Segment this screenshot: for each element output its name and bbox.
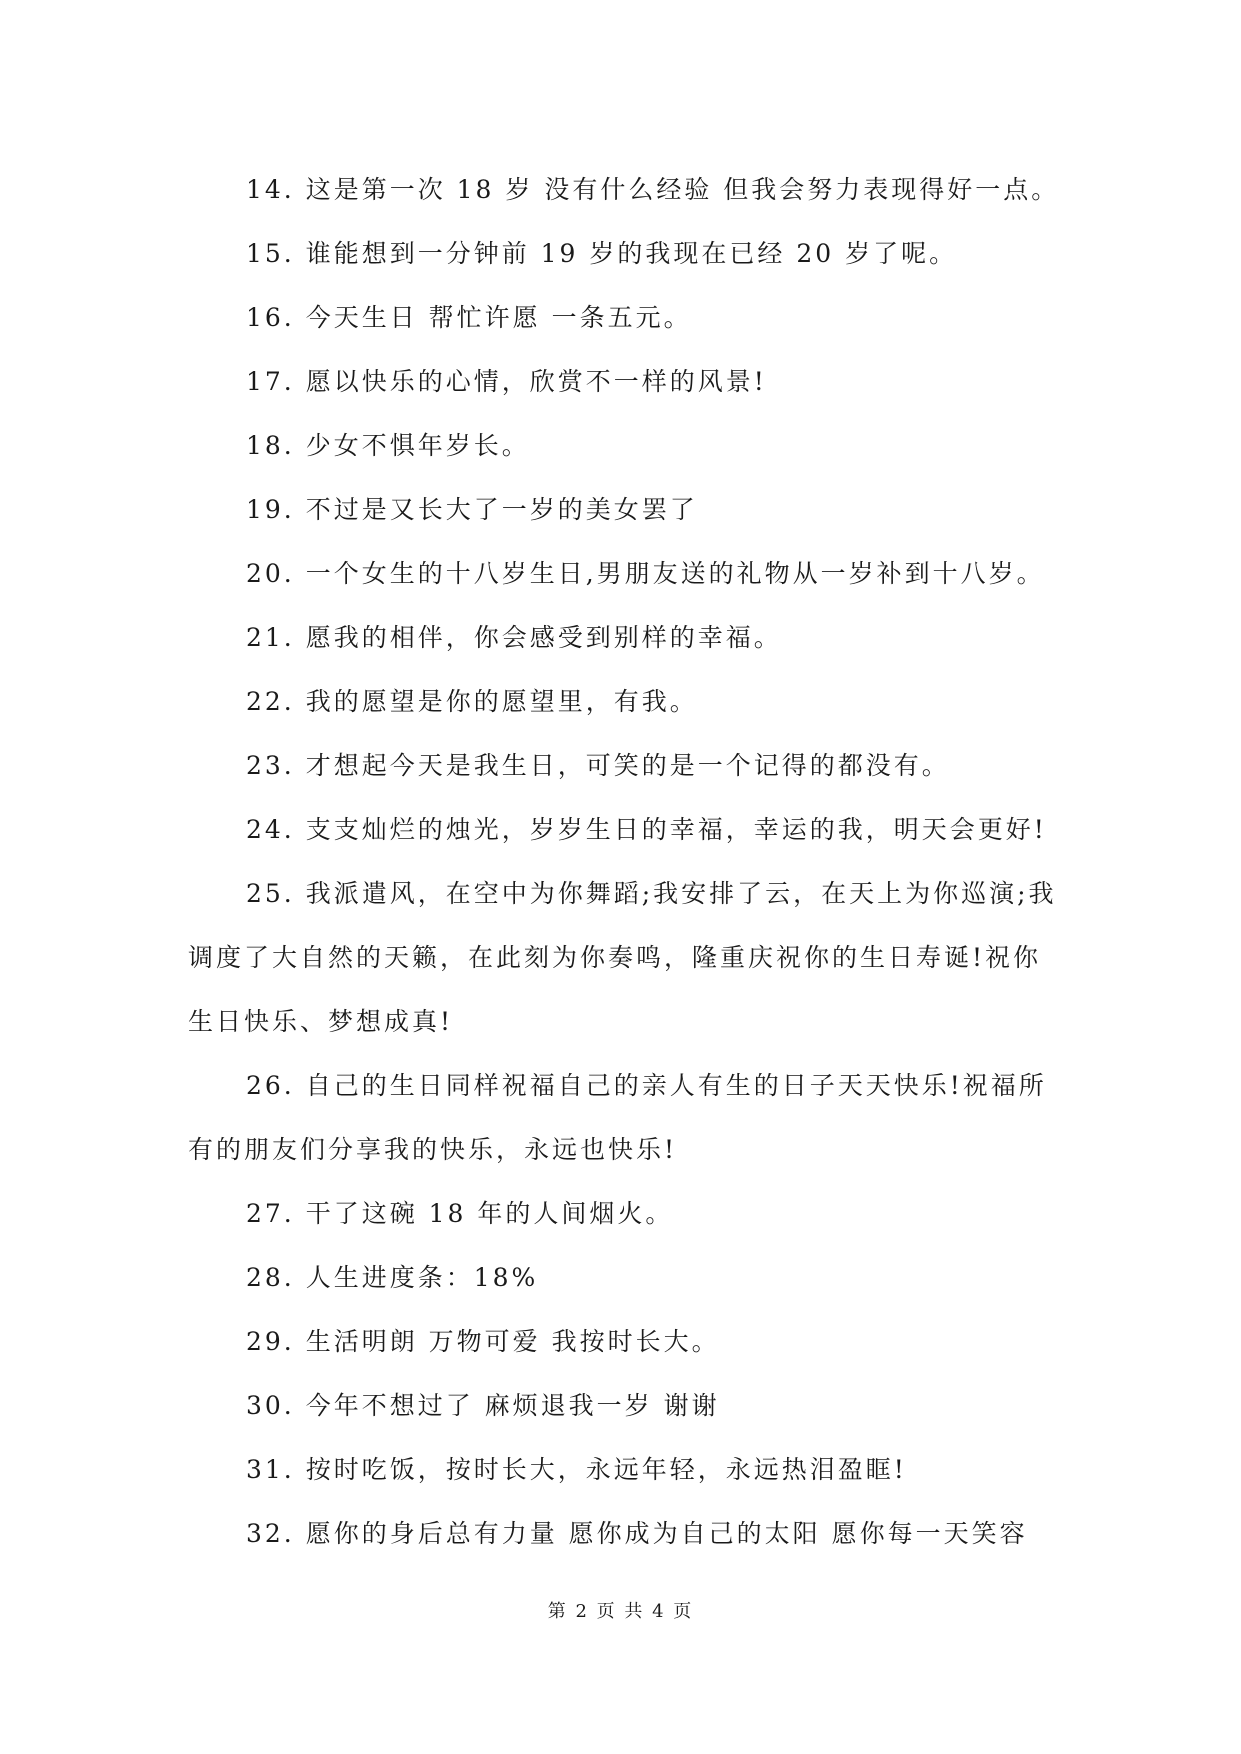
paragraph-23: 23. 才想起今天是我生日，可笑的是一个记得的都没有。 bbox=[246, 751, 950, 780]
paragraph-14: 14. 这是第一次 18 岁 没有什么经验 但我会努力表现得好一点。 bbox=[246, 175, 1060, 204]
paragraph-24: 24. 支支灿烂的烛光，岁岁生日的幸福，幸运的我，明天会更好! bbox=[246, 815, 1047, 844]
paragraph-16: 16. 今天生日 帮忙许愿 一条五元。 bbox=[246, 303, 692, 332]
paragraph-25: 25. 我派遣风，在空中为你舞蹈;我安排了云，在天上为你巡演;我调度了大自然的天籁，在此刻为你奏鸣，隆重庆祝你的生日寿诞!祝你生日快乐、梦想成真! bbox=[188, 879, 1057, 1036]
document-body bbox=[188, 158, 1068, 1566]
page-number-footer: 第 2 页 共 4 页 bbox=[547, 1601, 694, 1622]
paragraph-28: 28. 人生进度条：18% bbox=[246, 1263, 539, 1292]
paragraph-31: 31. 按时吃饭，按时长大，永远年轻，永远热泪盈眶! bbox=[246, 1455, 907, 1484]
paragraph-18: 18. 少女不惧年岁长。 bbox=[246, 431, 530, 460]
paragraph-19: 19. 不过是又长大了一岁的美女罢了 bbox=[246, 495, 698, 524]
paragraph-26: 26. 自己的生日同样祝福自己的亲人有生的日子天天快乐!祝福所有的朋友们分享我的快乐，永远也快乐! bbox=[188, 1071, 1047, 1164]
paragraph-32: 32. 愿你的身后总有力量 愿你成为自己的太阳 愿你每一天笑容 bbox=[246, 1519, 1028, 1548]
paragraph-29: 29. 生活明朗 万物可爱 我按时长大。 bbox=[246, 1327, 720, 1356]
paragraph-30: 30. 今年不想过了 麻烦退我一岁 谢谢 bbox=[246, 1391, 720, 1420]
paragraph-20: 20. 一个女生的十八岁生日,男朋友送的礼物从一岁补到十八岁。 bbox=[246, 559, 1045, 588]
paragraph-27: 27. 干了这碗 18 年的人间烟火。 bbox=[246, 1199, 674, 1228]
paragraph-17: 17. 愿以快乐的心情，欣赏不一样的风景! bbox=[246, 367, 767, 396]
paragraph-15: 15. 谁能想到一分钟前 19 岁的我现在已经 20 岁了呢。 bbox=[246, 239, 958, 268]
paragraph-21: 21. 愿我的相伴，你会感受到别样的幸福。 bbox=[246, 623, 782, 652]
paragraph-22: 22. 我的愿望是你的愿望里，有我。 bbox=[246, 687, 698, 716]
